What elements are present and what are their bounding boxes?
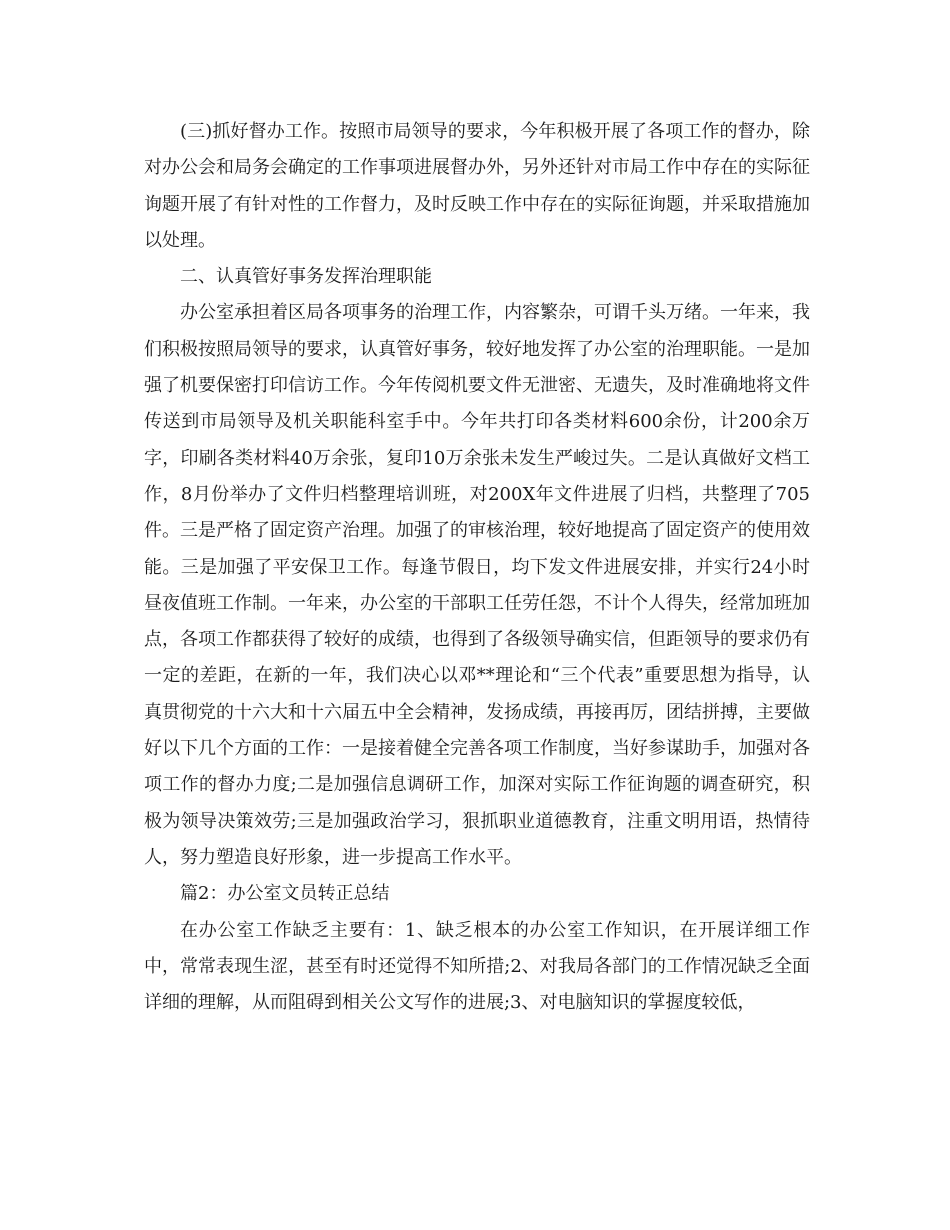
paragraph-office-management: 办公室承担着区局各项事务的治理工作，内容繁杂，可谓千头万绪。一年来，我们积极按照局领导的要求，认真管好事务，较好地发挥了办公室的治理职能。一是加强了机要保密打印信访工作。今年传阅机要文件无泄密、无遗失，及时准确地将文件传送到市局领导及机关职能科室手中。今年共打印各类材料600余份，计200余万字，印刷各类材料40万余张，复印10万余张未发生严峻过失。二是认真做好文档工作，8月份举办了文件归档整理培训班，对200X年文件进展了归档，共整理了705件。三是严格了固定资产治理。加强了的审核治理，较好地提高了固定资产的使用效能。三是加强了平安保卫工作。每逢节假日，均下发文件进展安排，并实行24小时昼夜值班工作制。一年来，办公室的干部职工任劳任怨，不计个人得失，经常加班加点，各项工作都获得了较好的成绩，也得到了各级领导确实信，但距领导的要求仍有一定的差距，在新的一年，我们决心以邓**理论和“三个代表”重要思想为指导，认真贯彻党的十六大和十六届五中全会精神，发扬成绩，再接再厉，团结拼搏，主要做好以下几个方面的工作：一是接着健全完善各项工作制度，当好参谋助手，加强对各项工作的督办力度;二是加强信息调研工作，加深对实际工作征询题的调查研究，积极为领导决策效劳;三是加强政治学习，狠抓职业道德教育，注重文明用语，热情待人，努力塑造良好形象，进一步提高工作水平。 [144, 302, 810, 868]
section-heading-affairs: 二、认真管好事务发挥治理职能 [180, 266, 432, 288]
paragraph-supervision: (三)抓好督办工作。按照市局领导的要求，今年积极开展了各项工作的督办，除对办公会和局务会确定的工作事项进展督办外，另外还针对市局工作中存在的实际征询题开展了有针对性的工作督力，及时反映工作中存在的实际征询题，并采取措施加以处理。 [144, 121, 810, 251]
document-body [144, 114, 810, 1021]
paragraph-shortcomings: 在办公室工作缺乏主要有：1、缺乏根本的办公室工作知识，在开展详细工作中，常常表现生涩，甚至有时还觉得不知所措;2、对我局各部门的工作情况缺乏全面详细的理解，从而阻碍到相关公文写作的进展;3、对电脑知识的掌握度较低， [144, 919, 810, 1014]
section-heading-article-2: 篇2：办公室文员转正总结 [180, 883, 390, 905]
